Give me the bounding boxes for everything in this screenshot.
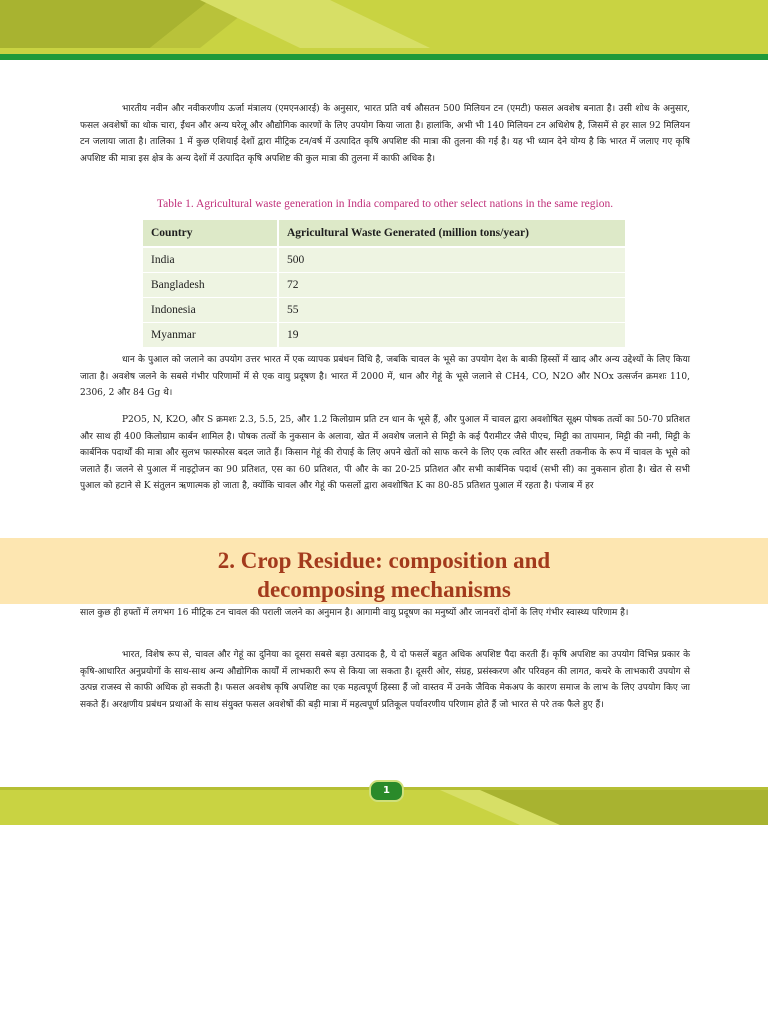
paragraph-continued: साल कुछ ही हफ्तों में लगभग 16 मीट्रिक टन चावल की पराली जलने का अनुमान है। आगामी वायु प्रदूषण का मनुष्यों और जानवरों दोनों के लिए गंभीर स्वास्थ्य परिणाम है। [80,608,629,618]
section-heading-line2: decomposing mechanisms [257,577,511,602]
table-cell-value: 72 [278,273,625,298]
section-heading [0,538,768,604]
table-header-row [143,220,625,247]
table-header-country: Country [143,220,278,247]
paragraph-burning: धान के पुआल को जलाने का उपयोग उत्तर भारत में एक व्यापक प्रबंधन विधि है, जबकि चावल के भूसे का उपयोग देश के बाकी हिस्सों में खाद और अन्य उद्देश्यों के लिए किया जाता है। अवशेष जलने के सबसे गंभीर परिणामों में से एक वायु प्रदूषण है। भारत में 2000 में, धान और गेहूं के भूसे जलाने से CH4, CO, N2O और NOx उत्सर्जन क्रमशः 110, 2306, 2 और 84 Gg थे। [80,355,690,398]
table-row [143,323,625,348]
header-graphic [0,0,768,62]
table-cell-value: 500 [278,247,625,273]
table-row [143,247,625,273]
paragraph-intro: भारतीय नवीन और नवीकरणीय ऊर्जा मंत्रालय (एमएनआरई) के अनुसार, भारत प्रति वर्ष औसतन 500 मिलियन टन (एमटी) फसल अवशेष बनाता है। उसी शोध के अनुसार, फसल अवशेषों का थोक चारा, ईंधन और अन्य घरेलू और औद्योगिक कारणों के लिए उपयोग किया जाता है। हालांकि, अभी भी 140 मिलियन टन अधिशेष है, जिसमें से हर साल 92 मिलियन टन जलाया जाता है। तालिका 1 में कुछ एशियाई देशों द्वारा मीट्रिक टन/वर्ष में उत्पादित कृषि अपशिष्ट की मात्रा की तुलना की गई है। यह भी ध्यान देने योग्य है कि भारत में जलाए गए कृषि अपशिष्ट की मात्रा इस क्षेत्र के अन्य देशों में उत्पादित कृषि अपशिष्ट की कुल मात्रा की तुलना में काफी अधिक है। [80,104,690,164]
page-number-badge: 1 [369,780,404,802]
section-heading-line1: 2. Crop Residue: composition and [217,548,551,573]
waste-table [143,220,625,347]
paragraph-nutrients: P2O5, N, K2O, और S क्रमशः 2.3, 5.5, 25, और 1.2 किलोग्राम प्रति टन धान के भूसे हैं, और पुआल में चावल द्वारा अवशोषित सूक्ष्म पोषक तत्वों का 50-70 प्रतिशत और साथ ही 400 किलोग्राम कार्बन शामिल है। पोषक तत्वों के नुकसान के अलावा, खेत में अवशेष जलाने से मिट्टी के कई पैरामीटर जैसे पीएच, मिट्टी का तापमान, मिट्टी की नमी, मिट्टी के कार्बनिक पदार्थों की मात्रा और सुलभ फास्फोरस बदल जाते हैं। किसान गेहूं की रोपाई के लिए अपने खेतों को साफ करने के लिए एक त्वरित और सस्ती तकनीक के रूप में चावल के भूसे को जलाते हैं। जलने से पुआल में नाइट्रोजन का 90 प्रतिशत, एस का 60 प्रतिशत, पी और के का 20-25 प्रतिशत और सभी कार्बनिक पदार्थ (सभी सी) का नुकसान होता है। खेत से सभी पुआल को हटाने से K संतुलन ऋणात्मक हो जाता है, क्योंकि चावल और गेहूं की फसलों द्वारा अवशोषित K का 80-85 प्रतिशत पुआल में रहता है। पंजाब में हर [80,415,690,491]
table-cell-country: Bangladesh [143,273,278,298]
header-green-stripe [0,54,768,60]
table-row [143,273,625,298]
table-cell-country: India [143,247,278,273]
blank-area [0,825,768,1024]
table-row [143,298,625,323]
table-cell-value: 19 [278,323,625,348]
paragraph-india-producer: भारत, विशेष रूप से, चावल और गेहूं का दुनिया का दूसरा सबसे बड़ा उत्पादक है, ये दो फसलें बहुत अधिक अपशिष्ट पैदा करती हैं। कृषि अपशिष्ट का उपयोग विभिन्न प्रकार के कृषि-आधारित अनुप्रयोगों के साथ-साथ अन्य औद्योगिक कार्यों में लाभकारी रूप से किया जा सकता है। दूसरी ओर, संग्रह, प्रसंस्करण और परिवहन की लागत, कचरे के लाभकारी उपयोग से उत्पन्न राजस्व से काफी अधिक हो सकती है। फसल अवशेष कृषि अपशिष्ट का एक महत्वपूर्ण हिस्सा हैं जो वास्तव में उनके जैविक मेकअप के कारण समाज के लाभ के लिए उपयोग किए जा सकते हैं। अरक्षणीय प्रबंधन प्रथाओं के साथ संयुक्त फसल अवशेषों की बड़ी मात्रा में महत्वपूर्ण प्रतिकूल पर्यावरणीय परिणाम होते हैं जो भारत से परे तक फैले हुए हैं। [80,650,690,710]
table-cell-country: Indonesia [143,298,278,323]
header-band [0,0,768,62]
table-cell-country: Myanmar [143,323,278,348]
table-header-waste: Agricultural Waste Generated (million tons/year) [278,220,625,247]
table-cell-value: 55 [278,298,625,323]
table-caption: Table 1. Agricultural waste generation in India compared to other select nations in the same region. [156,198,614,210]
